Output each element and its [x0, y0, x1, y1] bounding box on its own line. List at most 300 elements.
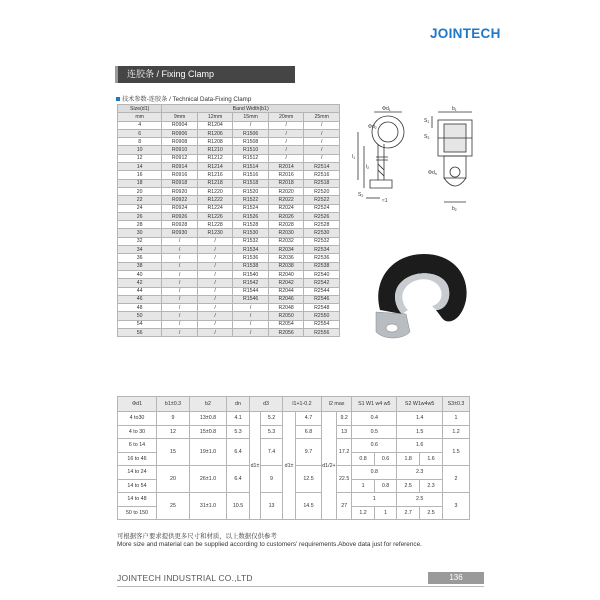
spec-part-cell: R2036 — [268, 254, 304, 262]
label-l2: $l_2$ — [366, 164, 370, 170]
spec-table-row — [118, 304, 340, 312]
dim-cell: 22.5 — [336, 466, 351, 493]
spec-table-row — [118, 295, 340, 303]
spec-part-cell: R2530 — [304, 229, 340, 237]
spec-table-row — [118, 171, 340, 179]
spec-part-cell: R0908 — [162, 138, 198, 146]
dim-cell: 2.7 — [397, 506, 420, 520]
label-s1: $S_1$ — [424, 118, 430, 124]
spec-part-cell: R2554 — [304, 320, 340, 328]
spec-part-cell: R2528 — [304, 221, 340, 229]
label-dn: $\Phi d_n$ — [428, 170, 437, 176]
spec-table-row — [118, 270, 340, 278]
spec-part-cell: R0914 — [162, 163, 198, 171]
spec-part-cell: / — [304, 129, 340, 137]
dim-cell: 9.7 — [296, 439, 322, 466]
spec-part-cell: R2532 — [304, 237, 340, 245]
spec-size-cell: 46 — [118, 295, 162, 303]
label-d1: $\Phi d_1$ — [382, 106, 391, 112]
spec-table-row — [118, 246, 340, 254]
spec-size-cell: 40 — [118, 270, 162, 278]
spec-part-cell: R1542 — [233, 279, 269, 287]
spec-part-cell: R1540 — [233, 270, 269, 278]
dim-cell: 3 — [443, 493, 470, 520]
spec-part-cell: R1524 — [233, 204, 269, 212]
spec-part-cell: / — [304, 138, 340, 146]
dim-cell: 1.5 — [397, 425, 443, 439]
spec-table-row — [118, 237, 340, 245]
spec-part-cell: R2054 — [268, 320, 304, 328]
spec-part-cell: R2542 — [304, 279, 340, 287]
spec-part-cell: / — [197, 304, 233, 312]
dim-cell: 14 to 54 — [118, 479, 157, 493]
spec-size-cell: 36 — [118, 254, 162, 262]
dim-cell: 1 — [352, 479, 374, 493]
spec-part-cell: R2556 — [304, 329, 340, 337]
dim-cell: 9 — [261, 466, 283, 493]
dim-cell: 1.6 — [397, 439, 443, 453]
spec-part-cell: R2050 — [268, 312, 304, 320]
spec-size-cell: 8 — [118, 138, 162, 146]
spec-part-cell: R1530 — [233, 229, 269, 237]
dim-cell: 1.8 — [397, 452, 420, 466]
footer-rule — [117, 586, 484, 587]
dim-cell-merged: d1± — [283, 412, 296, 520]
dimension-table — [117, 396, 470, 520]
spec-part-cell: R2022 — [268, 196, 304, 204]
dim-cell: 2.3 — [420, 479, 443, 493]
spec-table-row — [118, 179, 340, 187]
section-banner — [115, 66, 295, 83]
spec-part-cell: R1544 — [233, 287, 269, 295]
dim-cell: 17.2 — [336, 439, 351, 466]
spec-part-cell: R0926 — [162, 212, 198, 220]
spec-part-cell: R1546 — [233, 295, 269, 303]
spec-part-cell: R1538 — [233, 262, 269, 270]
dim-cell: 0.4 — [352, 412, 397, 426]
dim-head: dn — [227, 397, 250, 412]
clamp-mount-hole — [386, 324, 398, 332]
spec-part-cell: R1512 — [233, 154, 269, 162]
spec-part-cell: R2020 — [268, 187, 304, 195]
spec-part-cell: R2516 — [304, 171, 340, 179]
spec-part-cell: R1534 — [233, 246, 269, 254]
dim-cell: 1.4 — [397, 412, 443, 426]
spec-size-cell: 12 — [118, 154, 162, 162]
spec-part-cell: R2534 — [304, 246, 340, 254]
clamp-product-photo — [362, 240, 482, 350]
spec-part-cell: / — [162, 246, 198, 254]
label-b1: $b_1$ — [452, 106, 457, 112]
spec-subhead: 20mm — [268, 113, 304, 121]
spec-part-cell: R0918 — [162, 179, 198, 187]
dim-cell: 2.5 — [397, 493, 443, 507]
spec-table-row — [118, 287, 340, 295]
spec-table-row — [118, 229, 340, 237]
spec-part-cell: R0920 — [162, 187, 198, 195]
spec-table-row — [118, 262, 340, 270]
spec-part-cell: R2044 — [268, 287, 304, 295]
spec-table-header-row — [118, 105, 340, 113]
dim-cell: 14.5 — [296, 493, 322, 520]
dim-cell: 13 — [336, 425, 351, 439]
dim-cell: 2.3 — [397, 466, 443, 480]
spec-part-cell: R1528 — [233, 221, 269, 229]
spec-table-row — [118, 204, 340, 212]
spec-part-cell: R2032 — [268, 237, 304, 245]
spec-part-cell: R2046 — [268, 295, 304, 303]
spec-part-cell: / — [197, 254, 233, 262]
clamp-tab-outline — [376, 144, 388, 180]
dim-head: Φd1 — [118, 397, 157, 412]
dim-cell: 1.2 — [352, 506, 374, 520]
spec-size-cell: 10 — [118, 146, 162, 154]
footnote — [117, 533, 422, 549]
spec-part-cell: R2540 — [304, 270, 340, 278]
dim-cell: 5.3 — [227, 425, 250, 439]
spec-part-cell: / — [197, 270, 233, 278]
dim-cell: 1 — [443, 412, 470, 426]
dim-cell: 26±1.0 — [190, 466, 227, 493]
spec-subhead: mm — [118, 113, 162, 121]
dim-cell: 14 to 48 — [118, 493, 157, 507]
spec-table-row — [118, 138, 340, 146]
spec-size-cell: 54 — [118, 320, 162, 328]
spec-part-cell: / — [233, 320, 269, 328]
dim-row — [118, 412, 470, 426]
spec-table-row — [118, 121, 340, 129]
dim-cell: 2 — [443, 466, 470, 493]
dim-cell-merged: d1/2+ — [321, 412, 336, 520]
spec-part-cell: R0910 — [162, 146, 198, 154]
caption-bullet-icon — [116, 97, 120, 101]
spec-part-cell: R1220 — [197, 187, 233, 195]
dim-cell: 12 — [157, 425, 190, 439]
spec-size-cell: 6 — [118, 129, 162, 137]
spec-part-cell: / — [162, 287, 198, 295]
spec-size-cell: 32 — [118, 237, 162, 245]
dim-cell: 10.5 — [227, 493, 250, 520]
spec-part-cell: R1218 — [197, 179, 233, 187]
spec-table — [117, 104, 340, 337]
dim-cell: 19±1.0 — [190, 439, 227, 466]
dim-cell: 16 to 46 — [118, 452, 157, 466]
page-number: 136 — [428, 572, 484, 584]
spec-part-cell: R2048 — [268, 304, 304, 312]
spec-part-cell: / — [304, 154, 340, 162]
front-view-ear — [444, 178, 466, 186]
spec-part-cell: / — [162, 237, 198, 245]
dim-head: S1 W1 w4 w5 — [352, 397, 397, 412]
spec-part-cell: / — [268, 129, 304, 137]
dim-cell: 0.8 — [352, 466, 397, 480]
spec-size-cell: 42 — [118, 279, 162, 287]
spec-table-row — [118, 312, 340, 320]
spec-part-cell: R0928 — [162, 221, 198, 229]
spec-table-subheader-row — [118, 113, 340, 121]
spec-part-cell: R2546 — [304, 295, 340, 303]
spec-part-cell: R1226 — [197, 212, 233, 220]
spec-part-cell: R1518 — [233, 179, 269, 187]
dim-cell: 12.5 — [296, 466, 322, 493]
spec-size-cell: 22 — [118, 196, 162, 204]
spec-part-cell: / — [268, 138, 304, 146]
spec-table-row — [118, 279, 340, 287]
dim-cell: 4 to 30 — [118, 425, 157, 439]
banner-accent — [115, 66, 118, 83]
spec-part-cell: R0904 — [162, 121, 198, 129]
spec-table-row — [118, 221, 340, 229]
spec-part-cell: R1222 — [197, 196, 233, 204]
brand-logo: JOINTECH — [430, 26, 501, 41]
spec-part-cell: R0916 — [162, 171, 198, 179]
spec-part-cell: R2536 — [304, 254, 340, 262]
spec-part-cell: / — [233, 304, 269, 312]
dim-cell: 4.1 — [227, 412, 250, 426]
dim-table-header-row — [118, 397, 470, 412]
label-pitch: ≈1 — [382, 198, 388, 204]
table-caption — [116, 94, 251, 103]
spec-size-cell: 34 — [118, 246, 162, 254]
table-caption-text: 技术参数-连胶条 / Technical Data-Fixing Clamp — [122, 96, 252, 103]
spec-part-cell: / — [162, 312, 198, 320]
dim-cell: 14 to 24 — [118, 466, 157, 480]
label-d2: $\Phi d_2$ — [368, 124, 377, 130]
dim-cell: 31±1.0 — [190, 493, 227, 520]
dim-cell: 0.6 — [374, 452, 396, 466]
dim-cell: 4 to30 — [118, 412, 157, 426]
spec-head-band: Band Width(b1) — [162, 105, 340, 113]
spec-size-cell: 14 — [118, 163, 162, 171]
clamp-rubber-band — [378, 254, 466, 321]
label-s2: $S_2$ — [358, 192, 364, 198]
dim-cell: 15±0.8 — [190, 425, 227, 439]
spec-part-cell: / — [162, 279, 198, 287]
spec-size-cell: 26 — [118, 212, 162, 220]
spec-part-cell: / — [197, 295, 233, 303]
spec-part-cell: / — [197, 262, 233, 270]
dim-cell: 0.6 — [352, 439, 397, 453]
spec-part-cell: R1214 — [197, 163, 233, 171]
spec-part-cell: / — [268, 154, 304, 162]
spec-part-cell: R1508 — [233, 138, 269, 146]
spec-part-cell: R2028 — [268, 221, 304, 229]
spec-part-cell: R1204 — [197, 121, 233, 129]
spec-part-cell: R0930 — [162, 229, 198, 237]
dim-cell: 20 — [157, 466, 190, 493]
dim-cell: 6.4 — [227, 439, 250, 466]
spec-part-cell: R0924 — [162, 204, 198, 212]
spec-part-cell: R2018 — [268, 179, 304, 187]
spec-part-cell: R2042 — [268, 279, 304, 287]
dim-cell: 25 — [157, 493, 190, 520]
spec-part-cell: / — [304, 121, 340, 129]
spec-part-cell: R2522 — [304, 196, 340, 204]
spec-size-cell: 38 — [118, 262, 162, 270]
label-s3: $S_3$ — [424, 134, 430, 140]
footer-company: JOINTECH INDUSTRIAL CO.,LTD — [117, 573, 253, 583]
spec-part-cell: R0912 — [162, 154, 198, 162]
spec-part-cell: R1208 — [197, 138, 233, 146]
spec-part-cell: / — [197, 312, 233, 320]
spec-part-cell: / — [162, 329, 198, 337]
spec-part-cell: / — [197, 329, 233, 337]
spec-part-cell: / — [233, 329, 269, 337]
spec-part-cell: R2548 — [304, 304, 340, 312]
dim-cell: 5.2 — [261, 412, 283, 426]
spec-part-cell: R1506 — [233, 129, 269, 137]
spec-part-cell: / — [197, 287, 233, 295]
dim-head: l1+1-0.2 — [283, 397, 322, 412]
spec-part-cell: / — [268, 146, 304, 154]
spec-part-cell: R1230 — [197, 229, 233, 237]
spec-part-cell: / — [197, 237, 233, 245]
spec-part-cell: / — [304, 146, 340, 154]
dim-head: S2 W1w4w5 — [397, 397, 443, 412]
dim-cell: 13 — [261, 493, 283, 520]
dim-cell: 6.8 — [296, 425, 322, 439]
dim-head: d3 — [250, 397, 283, 412]
spec-part-cell: R2026 — [268, 212, 304, 220]
dim-cell: 13±0.8 — [190, 412, 227, 426]
dim-cell: 0.8 — [374, 479, 396, 493]
spec-part-cell: / — [197, 246, 233, 254]
spec-part-cell: R2550 — [304, 312, 340, 320]
front-view-hole — [450, 167, 460, 177]
spec-part-cell: / — [197, 279, 233, 287]
spec-part-cell: / — [162, 262, 198, 270]
spec-part-cell: R2016 — [268, 171, 304, 179]
spec-size-cell: 48 — [118, 304, 162, 312]
footnote-cn: 可根据客户要求提供更多尺寸和材质，以上数据仅供参考 — [117, 533, 277, 540]
spec-table-row — [118, 163, 340, 171]
spec-table-row — [118, 154, 340, 162]
spec-part-cell: / — [162, 295, 198, 303]
spec-part-cell: R1516 — [233, 171, 269, 179]
spec-part-cell: R1212 — [197, 154, 233, 162]
spec-size-cell: 44 — [118, 287, 162, 295]
spec-part-cell: / — [233, 312, 269, 320]
footnote-en: More size and material can be supplied according to customers' requirements.Above data just for reference. — [117, 541, 422, 548]
spec-table-row — [118, 196, 340, 204]
dim-cell: 50 to 150 — [118, 506, 157, 520]
spec-table-row — [118, 254, 340, 262]
dim-cell: 0.5 — [352, 425, 397, 439]
dim-cell: 4.7 — [296, 412, 322, 426]
spec-subhead: 9mm — [162, 113, 198, 121]
dim-cell: 1.2 — [443, 425, 470, 439]
spec-part-cell: R1210 — [197, 146, 233, 154]
dim-cell: 2.5 — [420, 506, 443, 520]
dim-cell: 1.5 — [443, 439, 470, 466]
dim-cell: 0.8 — [352, 452, 374, 466]
spec-part-cell: R0922 — [162, 196, 198, 204]
spec-part-cell: R1522 — [233, 196, 269, 204]
dim-head: S3±0.3 — [443, 397, 470, 412]
label-b2: $b_2$ — [452, 206, 457, 212]
spec-subhead: 15mm — [233, 113, 269, 121]
dim-cell: 9 — [157, 412, 190, 426]
spec-table-row — [118, 187, 340, 195]
spec-size-cell: 24 — [118, 204, 162, 212]
spec-part-cell: / — [162, 254, 198, 262]
spec-part-cell: R2014 — [268, 163, 304, 171]
spec-subhead: 25mm — [304, 113, 340, 121]
spec-part-cell: R1536 — [233, 254, 269, 262]
clamp-technical-drawing — [340, 102, 490, 222]
spec-part-cell: R1224 — [197, 204, 233, 212]
spec-part-cell: R2514 — [304, 163, 340, 171]
dim-cell: 1 — [374, 506, 396, 520]
spec-part-cell: R2034 — [268, 246, 304, 254]
spec-part-cell: / — [268, 121, 304, 129]
spec-size-cell: 18 — [118, 179, 162, 187]
dim-cell: 7.4 — [261, 439, 283, 466]
spec-part-cell: R2030 — [268, 229, 304, 237]
spec-part-cell: / — [162, 320, 198, 328]
spec-part-cell: R1532 — [233, 237, 269, 245]
spec-part-cell: R2544 — [304, 287, 340, 295]
spec-part-cell: R0906 — [162, 129, 198, 137]
spec-part-cell: R2524 — [304, 204, 340, 212]
dim-cell: 5.3 — [261, 425, 283, 439]
spec-part-cell: R2526 — [304, 212, 340, 220]
spec-part-cell: R1520 — [233, 187, 269, 195]
spec-part-cell: / — [162, 270, 198, 278]
spec-part-cell: R2518 — [304, 179, 340, 187]
spec-table-row — [118, 329, 340, 337]
spec-part-cell: R2520 — [304, 187, 340, 195]
spec-size-cell: 16 — [118, 171, 162, 179]
clamp-tab-lower — [370, 180, 392, 188]
spec-size-cell: 4 — [118, 121, 162, 129]
spec-table-row — [118, 129, 340, 137]
spec-part-cell: R2040 — [268, 270, 304, 278]
spec-part-cell: R2038 — [268, 262, 304, 270]
spec-size-cell: 20 — [118, 187, 162, 195]
spec-part-cell: R1206 — [197, 129, 233, 137]
label-l1: $l_1$ — [352, 154, 356, 160]
spec-table-row — [118, 320, 340, 328]
section-title: 连胶条 / Fixing Clamp — [127, 69, 215, 79]
spec-size-cell: 30 — [118, 229, 162, 237]
spec-head-size: Size(d1) — [118, 105, 162, 113]
clamp-inner-outline — [378, 122, 398, 142]
spec-part-cell: / — [197, 320, 233, 328]
dim-head: l2 max — [321, 397, 351, 412]
clamp-outer-outline — [372, 116, 404, 148]
dim-cell: 27 — [336, 493, 351, 520]
spec-size-cell: 50 — [118, 312, 162, 320]
spec-part-cell: R2024 — [268, 204, 304, 212]
spec-part-cell: R1510 — [233, 146, 269, 154]
dim-cell: 6 to 14 — [118, 439, 157, 453]
spec-size-cell: 56 — [118, 329, 162, 337]
spec-table-row — [118, 146, 340, 154]
dim-cell: 2.5 — [397, 479, 420, 493]
dim-cell-merged: d1± — [250, 412, 261, 520]
dim-cell: 6.4 — [227, 466, 250, 493]
spec-part-cell: / — [162, 304, 198, 312]
dim-head: b1±0.3 — [157, 397, 190, 412]
spec-part-cell: R1228 — [197, 221, 233, 229]
spec-part-cell: / — [233, 121, 269, 129]
dim-cell: 15 — [157, 439, 190, 466]
spec-part-cell: R1216 — [197, 171, 233, 179]
spec-table-row — [118, 212, 340, 220]
spec-subhead: 12mm — [197, 113, 233, 121]
dim-cell: 1.6 — [420, 452, 443, 466]
